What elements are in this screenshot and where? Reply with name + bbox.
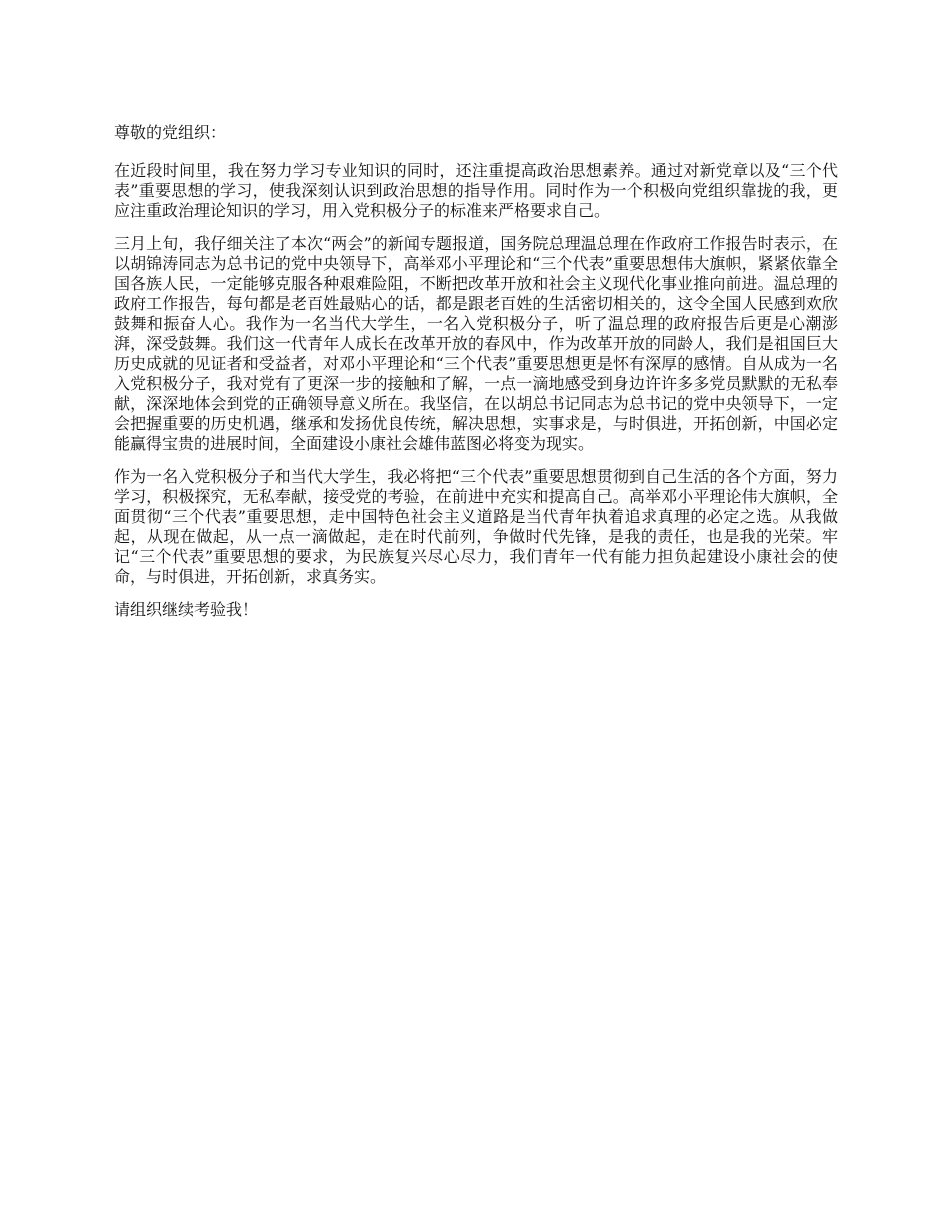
paragraph-3: 作为一名入党积极分子和当代大学生，我必将把“三个代表”重要思想贯彻到自己生活的各个方面，努力学习，积极探究，无私奉献，接受党的考验，在前进中充实和提高自己。高举邓小平理论伟大旗帜，全面贯彻“三个代表”重要思想，走中国特色社会主义道路是当代青年执着追求真理的必定之选。从我做起，从现在做起，从一点一滴做起，走在时代前列，争做时代先锋，是我的责任，也是我的光荣。牢记“三个代表”重要思想的要求，为民族复兴尽心尽力，我们青年一代有能力担负起建设小康社会的使命，与时俱进，开拓创新，求真务实。 bbox=[114, 467, 838, 586]
closing-line: 请组织继续考验我！ bbox=[114, 600, 259, 619]
paragraph-1: 在近段时间里，我在努力学习专业知识的同时，还注重提高政治思想素养。通过对新党章以及“三个代表”重要思想的学习，使我深刻认识到政治思想的指导作用。同时作为一个积极向党组织靠拢的我，更应注重政治理论知识的学习，用入党积极分子的标准来严格要求自己。 bbox=[114, 161, 838, 220]
letter-body bbox=[114, 123, 838, 633]
paragraph-2: 三月上旬，我仔细关注了本次“两会”的新闻专题报道，国务院总理温总理在作政府工作报告时表示，在以胡锦涛同志为总书记的党中央领导下，高举邓小平理论和“三个代表”重要思想伟大旗帜，紧紧依靠全国各族人民，一定能够克服各种艰难险阻，不断把改革开放和社会主义现代化事业推向前进。温总理的政府工作报告，每句都是老百姓最贴心的话，都是跟老百姓的生活密切相关的，这令全国人民感到欢欣鼓舞和振奋人心。我作为一名当代大学生，一名入党积极分子，听了温总理的政府报告后更是心潮澎湃，深受鼓舞。我们这一代青年人成长在改革开放的春风中，作为改革开放的同龄人，我们是祖国巨大历史成就的见证者和受益者，对邓小平理论和“三个代表”重要思想更是怀有深厚的感情。自从成为一名入党积极分子，我对党有了更深一步的接触和了解，一点一滴地感受到身边许许多多党员默默的无私奉献，深深地体会到党的正确领导意义所在。我坚信，在以胡总书记同志为总书记的党中央领导下，一定会把握重要的历史机遇，继承和发扬优良传统，解决思想，实事求是，与时俱进，开拓创新，中国必定能赢得宝贵的进展时间，全面建设小康社会雄伟蓝图必将变为现实。 bbox=[114, 234, 838, 453]
salutation: 尊敬的党组织： bbox=[114, 123, 227, 142]
